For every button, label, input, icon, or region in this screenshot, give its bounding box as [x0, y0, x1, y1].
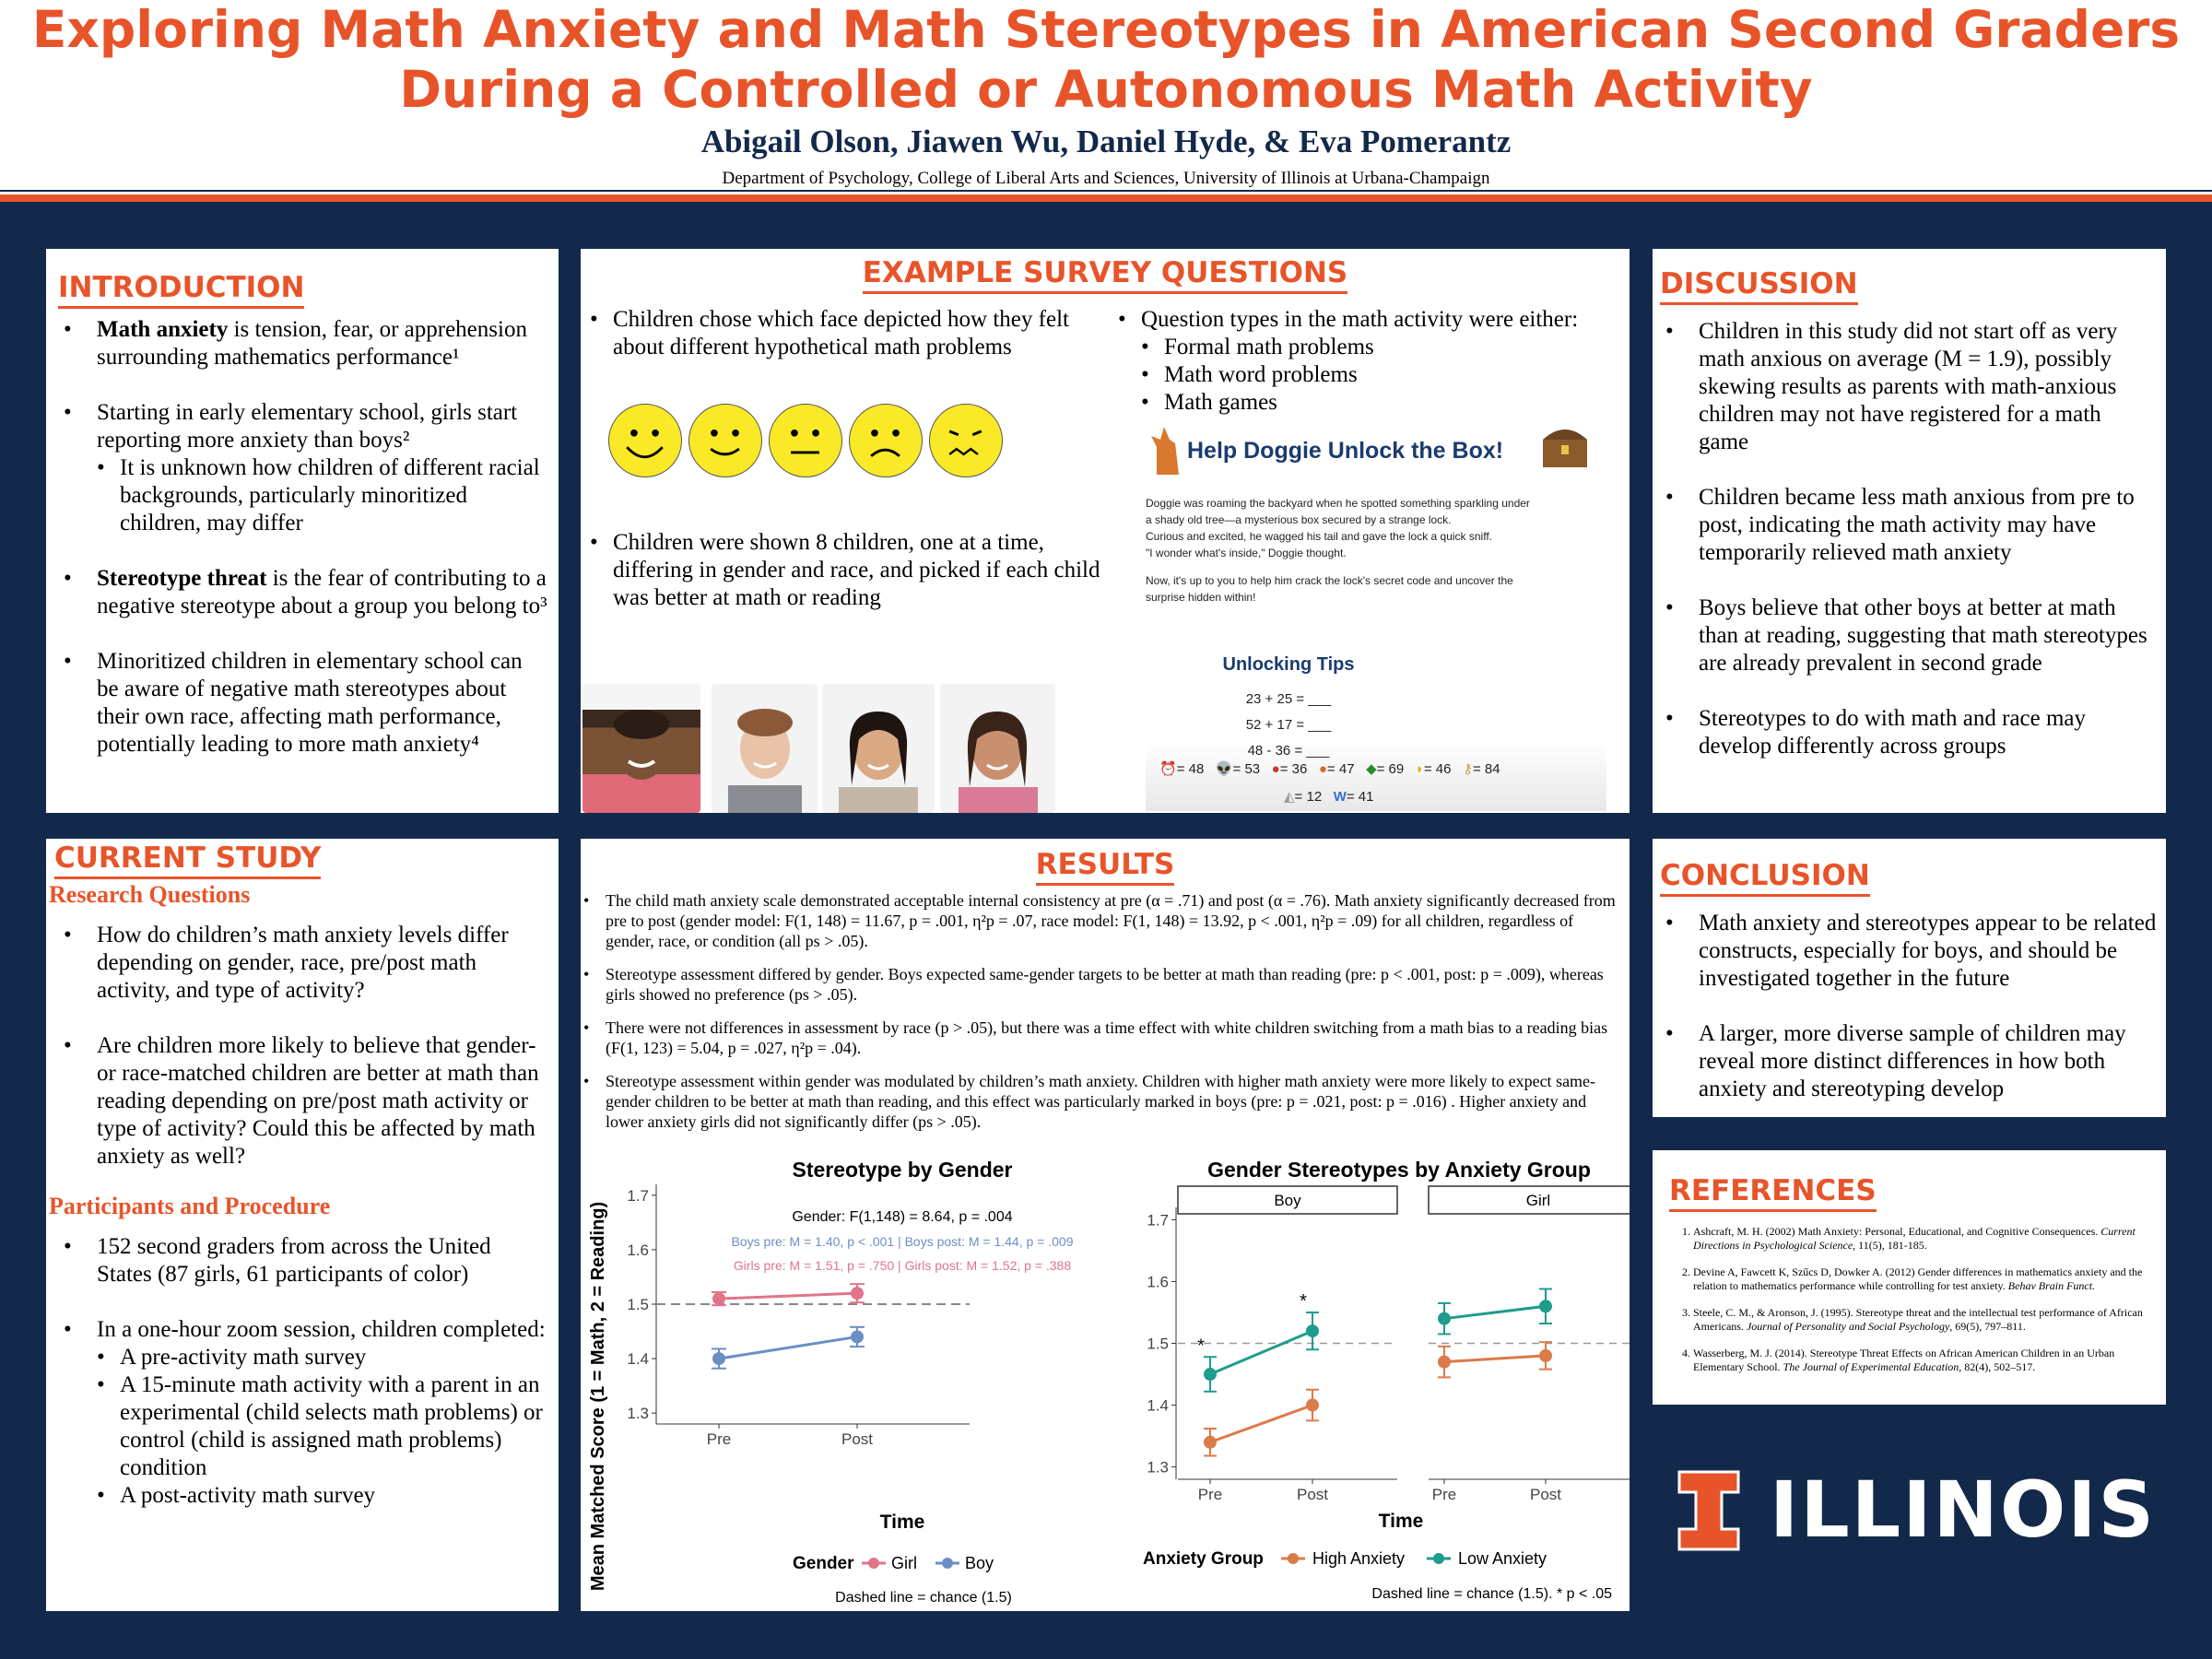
very-happy-face-icon	[608, 404, 682, 477]
references-heading: REFERENCES	[1669, 1174, 1877, 1212]
chart1-annotation-girls: Girls pre: M = 1.51, p = .750 | Girls post: M = 1.52, p = .388	[733, 1258, 1072, 1273]
intro-bullet-3	[97, 565, 549, 620]
chart1-boy-legend-marker	[942, 1558, 953, 1569]
research-questions-heading: Research Questions	[49, 881, 251, 908]
chart2-y-tick-label: 1.4	[1147, 1396, 1169, 1415]
intro-sub-bullet	[120, 454, 549, 537]
chart1-y-tick-label: 1.4	[627, 1350, 649, 1369]
chart2-low-anxiety-legend-marker	[1433, 1553, 1444, 1564]
intro-bullet-3-text: is the fear of contributing to a negative stereotype about a group you belong to³	[97, 566, 547, 618]
result-item-1	[606, 890, 1619, 951]
banana-icon: ◗	[1415, 761, 1424, 777]
intro-bullet-4	[97, 648, 549, 759]
chart1-y-tick-label: 1.3	[627, 1405, 649, 1423]
chart1-y-tick-label: 1.7	[627, 1186, 649, 1205]
chart2-facet-label-boy: Boy	[1274, 1192, 1301, 1209]
discussion-item-1-text: Children in this study did not start off as very math anxious on average (M = 1.9), possibly skewing results as parents with math-anxious children may not have registered for a math game	[1699, 319, 2118, 454]
chart1-y-label: Mean Matched Score (1 = Math, 2 = Reading)	[588, 1201, 608, 1592]
chart2-x-tick-label: Pre	[1431, 1486, 1457, 1503]
type-item-3-text: Math games	[1164, 390, 1277, 415]
code-key-row-2	[1284, 788, 1373, 805]
reference-1	[1693, 1225, 2153, 1253]
chart2-high-anxiety-legend-marker	[1288, 1553, 1299, 1564]
chart1-boy-line	[719, 1336, 857, 1359]
pp-item-2-text: In a one-hour zoom session, children completed:	[97, 1317, 546, 1342]
type-item-1	[1164, 334, 1620, 361]
dog-icon	[1147, 419, 1184, 475]
ball-icon: ●	[1318, 761, 1327, 777]
rq-item-1	[97, 922, 549, 1005]
key-value-4: = 47	[1326, 761, 1355, 777]
anxious-face-icon	[929, 404, 1003, 477]
key-value-3: = 36	[1279, 761, 1308, 777]
poster-title	[0, 0, 2212, 120]
discussion-heading: DISCUSSION	[1660, 267, 1858, 305]
rq-item-2	[97, 1032, 549, 1171]
reference-3-journal: Journal of Personality and Social Psychology	[1746, 1320, 1950, 1333]
chart1-girl-legend-marker	[868, 1558, 879, 1569]
balloon-icon: ●	[1271, 761, 1280, 777]
chart1-x-tick-label: Post	[841, 1430, 874, 1448]
key-value-8: = 12	[1294, 789, 1323, 805]
watermelon-icon: ◆	[1366, 761, 1377, 777]
result-item-4-text: Stereotype assessment within gender was modulated by children’s math anxiety. Children with higher math anxiety were more likely to expect same-gender children to be better at math than reading, and this effect was particularly marked in boys (pre: p = .021, post: p = .016) . Higher anxiety and lower anxiety girls did not significantly differ (ps > .05).	[606, 1072, 1596, 1131]
intro-bullet-1	[97, 316, 549, 371]
letter-w-icon: W	[1333, 789, 1347, 805]
intro-bullet-2	[97, 399, 549, 454]
kids-bullet-text: Children were shown 8 children, one at a time, differing in gender and race, and picked if each child was better at math or reading	[613, 530, 1100, 610]
chart1-boy-point	[712, 1352, 725, 1365]
reference-4-text: Wasserberg, M. J. (2014). Stereotype Threat Effects on African American Children in an Urban Elementary School.	[1693, 1347, 2115, 1373]
reference-1-journal: Current Directions in Psychological Science	[1693, 1225, 2136, 1252]
reference-3	[1693, 1306, 2153, 1334]
chart1-girl-point	[851, 1287, 864, 1300]
key-value-7: = 84	[1472, 761, 1500, 777]
rq-item-1-text: How do children’s math anxiety levels differ depending on gender, race, pre/post math activity, and type of activity?	[97, 923, 509, 1003]
chart2-high-anxiety-legend-label: High Anxiety	[1312, 1549, 1406, 1568]
equation-1: 23 + 25 = ___	[1245, 691, 1332, 707]
chart2-x-label: Time	[1378, 1511, 1424, 1532]
story-line-6: surprise hidden within!	[1146, 591, 1256, 604]
chart1-y-tick-label: 1.5	[627, 1296, 649, 1313]
illinois-logo	[1677, 1465, 2157, 1555]
conclusion-item-2	[1699, 1020, 2157, 1103]
pp-sub-2-text: A 15-minute math activity with a parent in an experimental (child selects math problems) or control (child is assigned math problems) condition	[120, 1372, 543, 1480]
introduction-heading: INTRODUCTION	[58, 271, 304, 309]
type-item-1-text: Formal math problems	[1164, 335, 1374, 359]
chart2-high-anxiety-boy-point	[1306, 1399, 1319, 1412]
discussion-item-2-text: Children became less math anxious from pre to post, indicating the math activity may have temporarily relieved math anxiety	[1699, 485, 2135, 565]
pp-sub-2	[120, 1371, 549, 1482]
header	[0, 0, 2212, 201]
reference-4-volume: , 82(4), 502–517.	[1959, 1360, 2036, 1373]
sad-face-icon	[849, 404, 923, 477]
intro-bullet-2-text: Starting in early elementary school, girls start reporting more anxiety than boys²	[97, 400, 518, 453]
chart2-x-tick-label: Pre	[1197, 1486, 1223, 1503]
anxiety-group-chart	[1132, 1147, 1630, 1608]
key-value-1: = 48	[1176, 761, 1205, 777]
chart2-low-anxiety-girl-point	[1438, 1312, 1451, 1325]
type-item-2	[1164, 361, 1620, 389]
header-orange-rule	[0, 194, 2212, 202]
pp-item-1	[97, 1233, 549, 1288]
chart1-girl-point	[712, 1292, 725, 1305]
conclusion-item-1-text: Math anxiety and stereotypes appear to be related constructs, especially for boys, and should be investigated together in the future	[1699, 911, 2157, 991]
survey-panel	[581, 249, 1630, 813]
story-line-3: Curious and excited, he wagged his tail and gave the lock a quick sniff.	[1146, 530, 1493, 543]
chart2-y-tick-label: 1.5	[1147, 1335, 1169, 1353]
header-rule	[0, 190, 2212, 192]
discussion-item-4	[1699, 705, 2157, 760]
authors: Abigail Olson, Jiawen Wu, Daniel Hyde, & Eva Pomerantz	[700, 124, 1512, 159]
conclusion-panel	[1653, 839, 2166, 1117]
result-item-4	[606, 1071, 1619, 1132]
types-bullet	[1141, 306, 1620, 334]
reference-1-text: Ashcraft, M. H. (2002) Math Anxiety: Personal, Educational, and Cognitive Consequences.	[1693, 1225, 2099, 1238]
math-game-example	[1146, 419, 1606, 811]
chart2-low-anxiety-legend-label: Low Anxiety	[1458, 1549, 1547, 1568]
discussion-item-1	[1699, 318, 2157, 456]
code-key-row	[1159, 760, 1602, 777]
chart2-x-tick-label: Post	[1296, 1486, 1329, 1503]
discussion-item-3-text: Boys believe that other boys at better at math than at reading, suggesting that math stereotypes are already prevalent in second grade	[1699, 595, 2147, 676]
faces-bullet-text: Children chose which face depicted how they felt about different hypothetical math problems	[613, 307, 1069, 359]
discussion-item-2	[1699, 484, 2157, 567]
reference-4-journal: The Journal of Experimental Education	[1783, 1360, 1959, 1373]
illinois-wordmark: ILLINOIS	[1770, 1465, 2157, 1555]
happy-face-icon	[688, 404, 762, 477]
story-line-1: Doggie was roaming the backyard when he spotted something sparkling under	[1146, 497, 1530, 510]
neutral-face-icon	[769, 404, 842, 477]
equation-3: 48 - 36 = ___	[1247, 743, 1330, 759]
pp-sub-1	[120, 1344, 549, 1371]
discussion-item-4-text: Stereotypes to do with math and race may develop differently across groups	[1699, 706, 2087, 759]
equation-2: 52 + 17 = ___	[1245, 717, 1332, 733]
reference-2	[1693, 1265, 2153, 1293]
chart2-low-anxiety-boy-point	[1306, 1324, 1319, 1337]
reference-3-volume: , 69(5), 797–811.	[1949, 1320, 2026, 1333]
child-photo-2	[712, 684, 818, 813]
kids-bullet	[613, 529, 1111, 612]
chart2-significance-star: *	[1197, 1335, 1205, 1357]
type-item-3	[1164, 389, 1620, 417]
participants-heading: Participants and Procedure	[49, 1193, 331, 1219]
current-study-heading: CURRENT STUDY	[54, 841, 321, 879]
reference-3-text: Steele, C. M., & Aronson, J. (1995). Stereotype threat and the intellectual test performance of African Americans.	[1693, 1306, 2143, 1333]
story-line-2: a shady old tree—a mysterious box secured by a strange lock.	[1146, 513, 1452, 526]
chart2-title: Gender Stereotypes by Anxiety Group	[1207, 1158, 1591, 1182]
chart2-high-anxiety-girl-point	[1438, 1356, 1451, 1369]
key-icon: ⚷	[1462, 761, 1473, 777]
conclusion-item-2-text: A larger, more diverse sample of children may reveal more distinct differences in how both anxiety and stereotyping develop	[1699, 1021, 2126, 1101]
intro-bullet-4-text: Minoritized children in elementary school can be aware of negative math stereotypes about their own race, affecting math performance, potentially leading to more math anxiety⁴	[97, 649, 523, 757]
chart1-x-tick-label: Pre	[706, 1430, 732, 1448]
chart2-significance-star: *	[1300, 1290, 1307, 1312]
key-value-2: = 53	[1232, 761, 1261, 777]
result-item-2-text: Stereotype assessment differed by gender. Boys expected same-gender targets to be better at math than reading (pre: p < .001, post: p = .009), whereas girls showed no preference (ps > .05).	[606, 965, 1604, 1004]
intro-sub-bullet-text: It is unknown how children of different racial backgrounds, particularly minoritized children, may differ	[120, 455, 540, 535]
chart2-high-anxiety-boy-line	[1210, 1406, 1312, 1442]
chart1-girl-legend-label: Girl	[891, 1554, 917, 1572]
child-photo-3	[822, 684, 935, 813]
chart1-title: Stereotype by Gender	[792, 1158, 1013, 1182]
chart1-boy-point	[851, 1330, 864, 1343]
title-line-2: During a Controlled or Autonomous Math Activity	[399, 60, 1813, 119]
reference-2-journal: Behav Brain Funct.	[2007, 1279, 2096, 1292]
references-panel	[1653, 1150, 2166, 1405]
key-value-5: = 69	[1376, 761, 1405, 777]
survey-heading: EXAMPLE SURVEY QUESTIONS	[863, 256, 1347, 294]
rabbit-icon: ◭	[1284, 789, 1295, 805]
intro-bullet-1-text: is tension, fear, or apprehension surrounding mathematics performance¹	[97, 317, 527, 370]
result-item-3-text: There were not differences in assessment by race (p > .05), but there was a time effect with white children switching from a math bias to a reading bias (F(1, 123) = 5.04, p = .027, η²p = .04).	[606, 1018, 1608, 1057]
game-title: Help Doggie Unlock the Box!	[1187, 438, 1504, 464]
chart1-x-label: Time	[879, 1512, 925, 1533]
alien-icon: 👽	[1215, 761, 1233, 777]
chart2-high-anxiety-girl-point	[1539, 1349, 1552, 1362]
tips-title: Unlocking Tips	[1222, 654, 1355, 675]
chart2-facet-label-girl: Girl	[1525, 1192, 1551, 1209]
stereotype-by-gender-chart	[581, 1147, 1134, 1608]
chart2-high-anxiety-boy-point	[1204, 1436, 1217, 1449]
chart1-footnote: Dashed line = chance (1.5)	[835, 1590, 1012, 1606]
chart2-low-anxiety-girl-line	[1444, 1306, 1546, 1318]
pp-sub-3-text: A post-activity math survey	[120, 1483, 376, 1508]
discussion-panel	[1653, 249, 2166, 813]
chart2-low-anxiety-boy-point	[1204, 1368, 1217, 1381]
chart2-low-anxiety-boy-line	[1210, 1331, 1312, 1374]
result-item-2	[606, 964, 1619, 1005]
chart1-boy-legend-label: Boy	[965, 1554, 994, 1572]
chart1-girl-line	[719, 1293, 857, 1299]
term-stereotype-threat: Stereotype threat	[97, 566, 267, 591]
chart1-annotation-boys: Boys pre: M = 1.40, p < .001 | Boys post: M = 1.44, p = .009	[731, 1234, 1074, 1249]
department: Department of Psychology, College of Liberal Arts and Sciences, University of Illinois at Urbana-Champaign	[722, 169, 1490, 188]
chart2-x-tick-label: Post	[1529, 1486, 1562, 1503]
result-item-3	[606, 1018, 1619, 1058]
block-i-icon	[1677, 1470, 1742, 1551]
key-value-9: = 41	[1346, 789, 1374, 805]
title-line-1: Exploring Math Anxiety and Math Stereotypes in American Second Graders	[31, 0, 2181, 59]
reference-2-text: Devine A, Fawcett K, Szűcs D, Dowker A. (2012) Gender differences in mathematics anxiety and the relation to mathematics performance while controlling for test anxiety.	[1693, 1265, 2143, 1292]
type-item-2-text: Math word problems	[1164, 362, 1358, 387]
types-bullet-text: Question types in the math activity were either:	[1141, 307, 1579, 332]
child-photo-1	[582, 684, 700, 813]
clock-icon: ⏰	[1159, 761, 1177, 777]
chart2-footnote: Dashed line = chance (1.5). * p < .05	[1371, 1586, 1612, 1602]
conclusion-heading: CONCLUSION	[1660, 859, 1870, 897]
pp-sub-1-text: A pre-activity math survey	[120, 1345, 367, 1370]
conclusion-item-1	[1699, 910, 2157, 993]
treasure-chest-icon	[1537, 419, 1593, 471]
discussion-item-3	[1699, 594, 2157, 677]
chart1-y-tick-label: 1.6	[627, 1241, 649, 1259]
result-item-1-text: The child math anxiety scale demonstrated acceptable internal consistency at pre (α = .71) and post (α = .76). Math anxiety significantly decreased from pre to post (gender model: F(1, 148) = 11.67, p = .001, η²p = .07, race model: F(1, 148) = 13.92, p < .001, η²p = .09) for all children, regardless of gender, race, or condition (all ps > .05).	[606, 891, 1616, 950]
chart2-y-tick-label: 1.7	[1147, 1211, 1169, 1230]
rq-item-2-text: Are children more likely to believe that gender- or race-matched children are better at math than reading depending on pre/post math activity or type of activity? Could this be affected by math anxiety as well?	[97, 1033, 539, 1169]
key-value-6: = 46	[1423, 761, 1452, 777]
chart2-y-tick-label: 1.6	[1147, 1273, 1169, 1291]
pp-item-2	[97, 1316, 549, 1344]
chart2-legend-title: Anxiety Group	[1143, 1549, 1264, 1569]
results-panel	[581, 839, 1630, 1611]
term-math-anxiety: Math anxiety	[97, 317, 229, 342]
faces-bullet	[613, 306, 1101, 361]
child-photo-4	[940, 684, 1055, 813]
chart2-y-tick-label: 1.3	[1147, 1458, 1169, 1477]
story-line-5: Now, it's up to you to help him crack the lock's secret code and uncover the	[1146, 574, 1513, 587]
current-study-panel	[46, 839, 559, 1611]
chart2-high-anxiety-girl-line	[1444, 1356, 1546, 1362]
reference-4	[1693, 1347, 2153, 1374]
pp-item-1-text: 152 second graders from across the United States (87 girls, 61 participants of color)	[97, 1234, 491, 1287]
results-heading: RESULTS	[1036, 848, 1175, 886]
story-line-4: "I wonder what's inside," Doggie thought.	[1146, 547, 1347, 559]
chart1-legend-title: Gender	[793, 1554, 854, 1573]
introduction-panel	[46, 249, 559, 813]
reference-1-volume: , 11(5), 181-185.	[1853, 1239, 1927, 1252]
chart1-annotation-main: Gender: F(1,148) = 8.64, p = .004	[792, 1209, 1013, 1225]
chart2-low-anxiety-girl-point	[1539, 1300, 1552, 1312]
pp-sub-3	[120, 1482, 549, 1510]
